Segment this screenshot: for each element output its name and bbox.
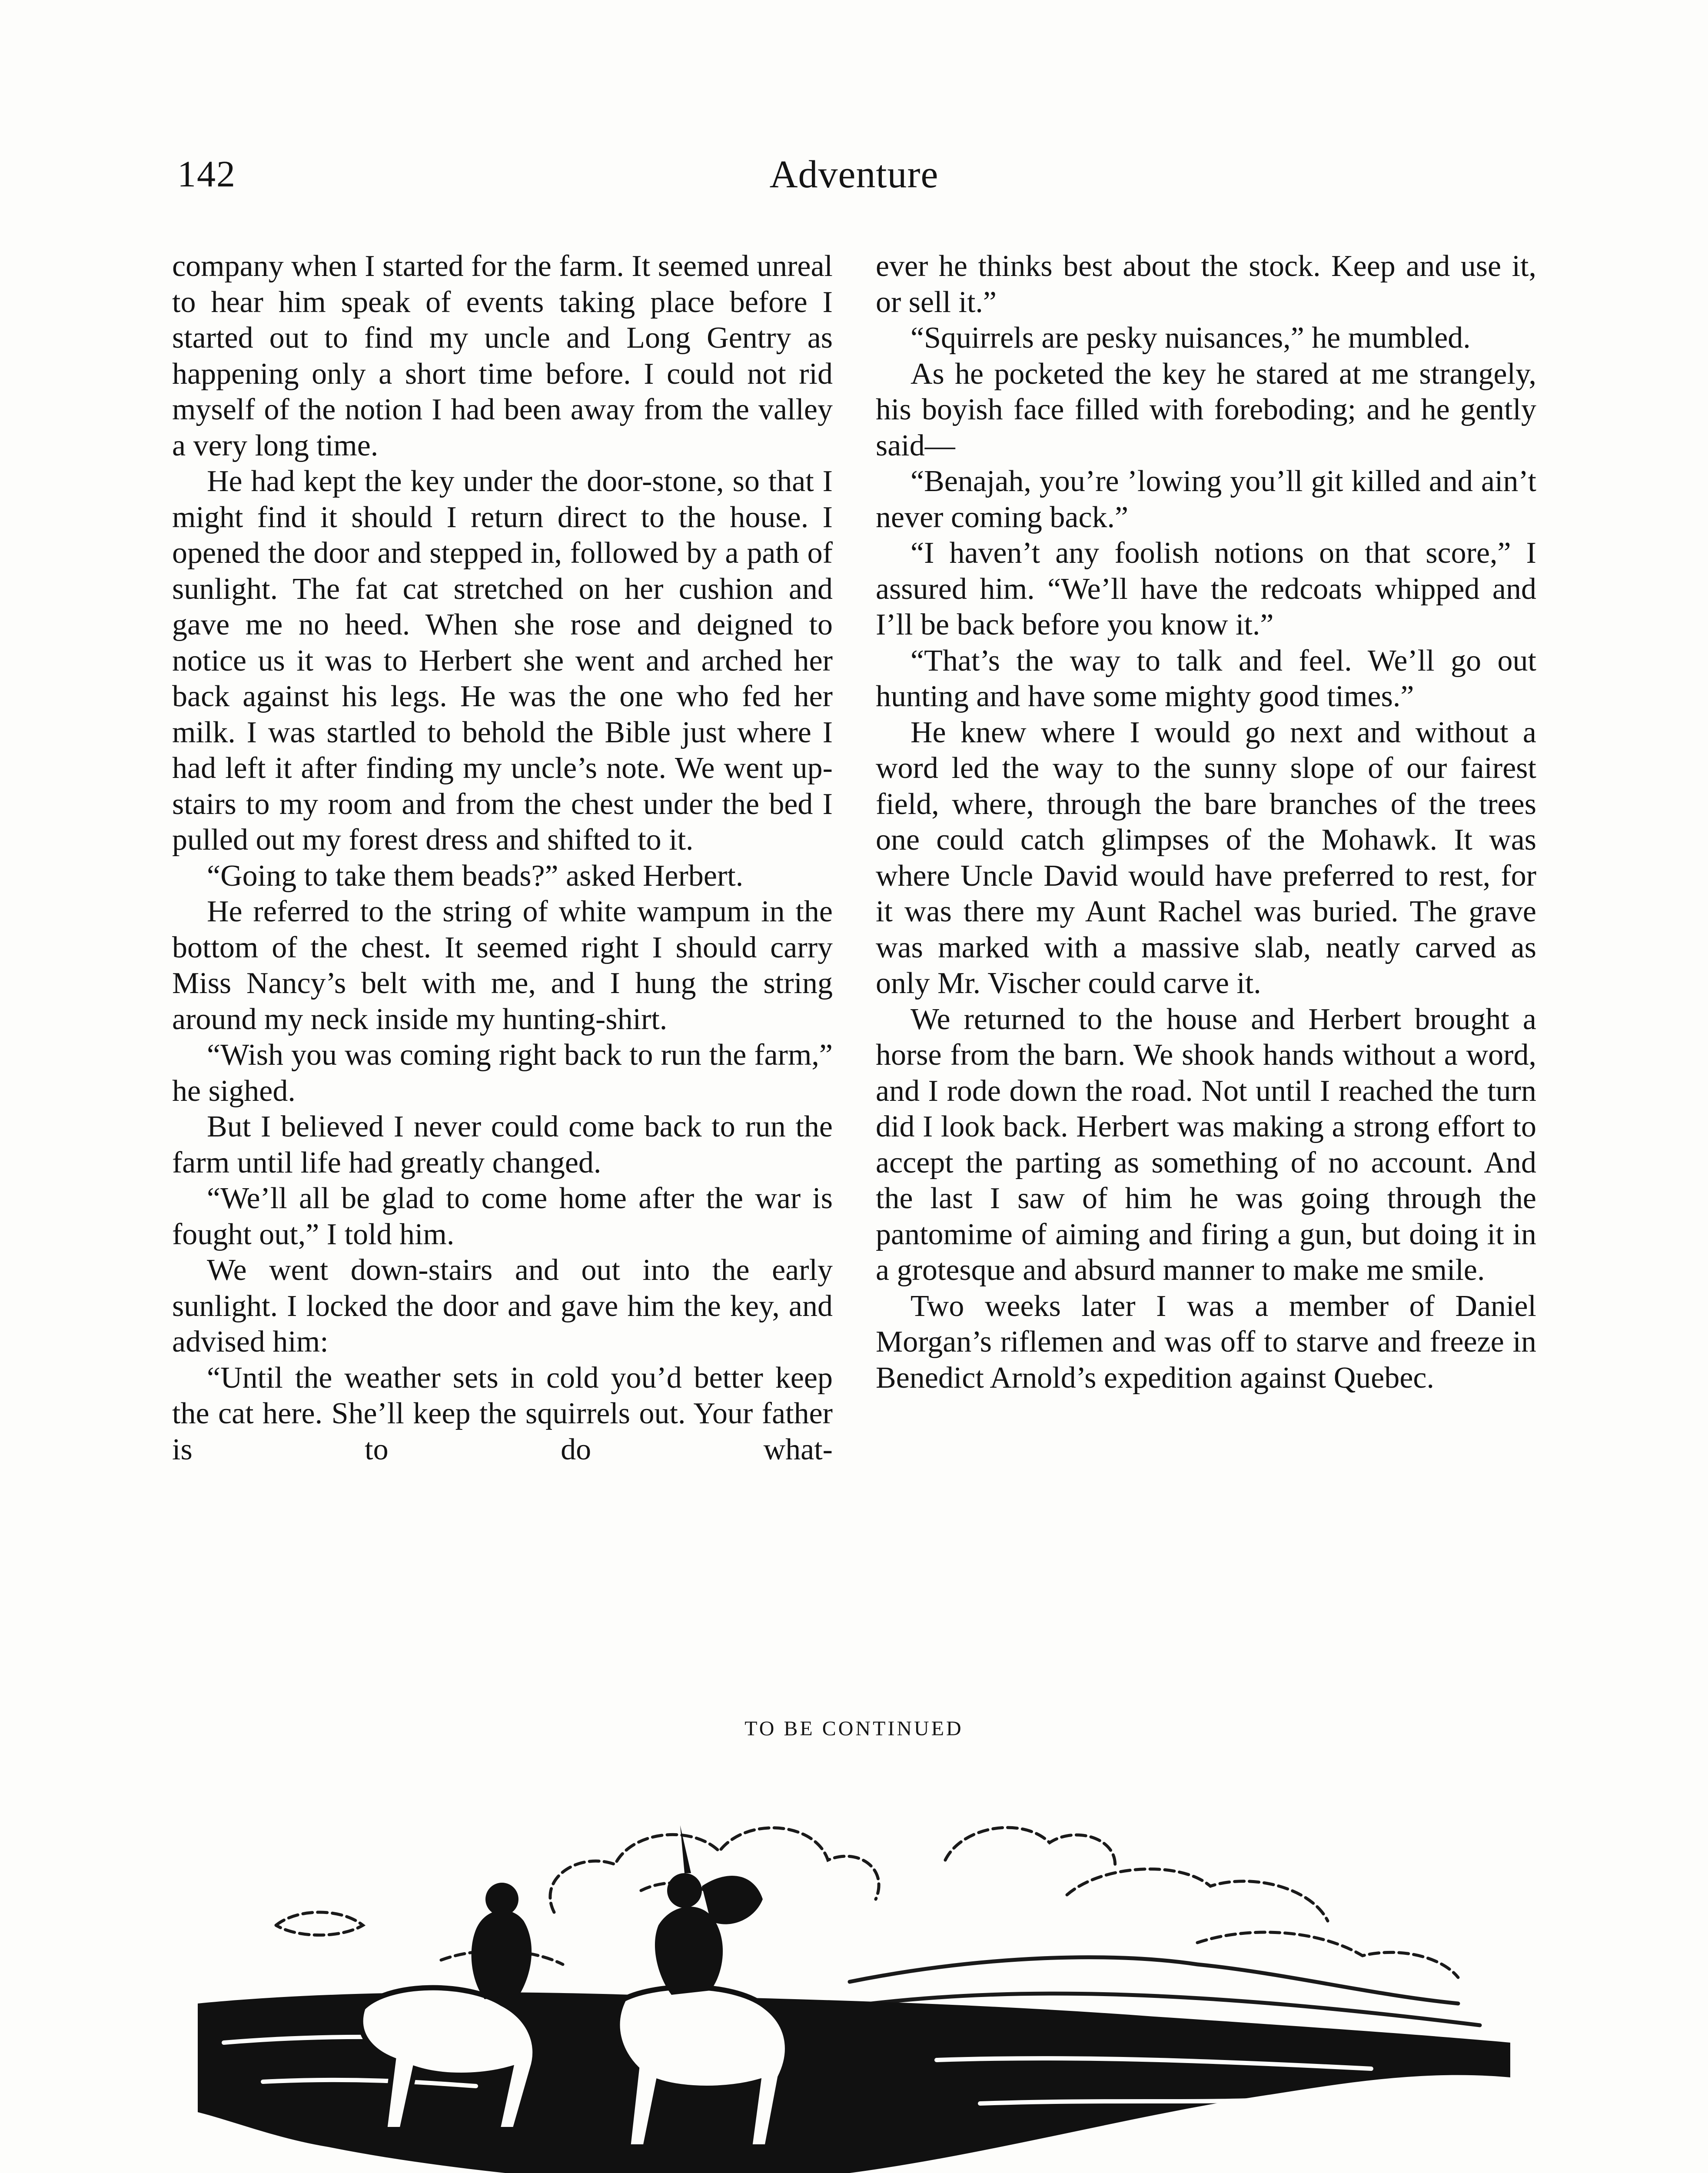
paragraph: We returned to the house and Herbert brought a horse from the barn. We shook hands without a word, and I rode down the road. Not until I reached the turn did I look back. Herbert was making a strong effort to accept the parting as something of no account. And the last I saw of him he was going through the pantomime of aiming and firing a gun, but doing it in a grotesque and absurd manner to make me smile. (876, 1002, 1536, 1287)
left-column (172, 249, 833, 1468)
paragraph: “I haven’t any foolish notions on that score,” I assured him. “We’ll have the redcoats whipped and I’ll be back before you know it.” (876, 536, 1536, 641)
page-number: 142 (177, 153, 236, 195)
sky-clouds (276, 1827, 1458, 1977)
paragraph: “Going to take them beads?” asked Herbert. (207, 859, 744, 893)
paragraph: He referred to the string of white wampum in the bottom of the chest. It seemed right I should carry Miss Nancy’s belt with me, and I hung the string around my neck inside my hunting-shirt. (172, 895, 833, 1036)
paragraph: company when I started for the farm. It seemed unreal to hear him speak of events taking place before I started out to find my uncle and Long Gentry as happening only a short time before. I could not rid myself of the notion I had been away from the valley a very long time. (172, 249, 833, 462)
riders-illustration (198, 1799, 1510, 2173)
paragraph: We went down-stairs and out into the early sunlight. I locked the door and gave him the key, and advised him: (172, 1253, 833, 1359)
paragraph: “Wish you was coming right back to run the farm,” he sighed. (172, 1038, 833, 1108)
riders (472, 1825, 763, 1999)
paragraph: But I believed I never could come back to run the farm until life had greatly changed. (172, 1110, 833, 1180)
paragraph: “Squirrels are pesky nuisances,” he mumbled. (910, 321, 1471, 355)
paragraph: Two weeks later I was a member of Daniel Morgan’s riflemen and was off to starve and freeze in Benedict Arnold’s expedition against Quebec. (876, 1289, 1536, 1395)
paragraph: “Benajah, you’re ’lowing you’ll git killed and ain’t never coming back.” (876, 465, 1536, 534)
right-column (876, 249, 1536, 1396)
to-be-continued: TO BE CONTINUED (744, 1717, 964, 1740)
paragraph: “That’s the way to talk and feel. We’ll go out hunting and have some mighty good times.” (876, 644, 1536, 713)
paragraph: As he pocketed the key he stared at me strangely, his boyish face filled with foreboding; and he gently said— (876, 357, 1536, 462)
running-title: Adventure (769, 153, 939, 196)
paragraph: “We’ll all be glad to come home after the war is fought out,” I told him. (172, 1182, 833, 1251)
paragraph: He had kept the key under the door-stone, so that I might find it should I return direct to the house. I opened the door and stepped in, followed by a path of sunlight. The fat cat stretched on her cushion and gave me no heed. When she rose and deigned to notice us it was to Herbert she went and arched her back against his legs. He was the one who fed her milk. I was startled to behold the Bible just where I had left it after finding my uncle’s note. We went up-stairs to my room and from the chest under the bed I pulled out my forest dress and shifted to it. (172, 465, 833, 857)
paragraph: “Until the weather sets in cold you’d better keep the cat here. She’ll keep the squirrels out. Your father is to do what- (172, 1361, 833, 1466)
paragraph: He knew where I would go next and without a word led the way to the sunny slope of our fairest field, where, through the bare branches of the trees one could catch glimpses of the Mohawk. It was where Uncle David would have preferred to rest, for it was there my Aunt Rachel was buried. The grave was marked with a massive slab, neatly carved as only Mr. Vischer could carve it. (876, 715, 1536, 1000)
paragraph: ever he thinks best about the stock. Keep and use it, or sell it.” (876, 249, 1536, 319)
